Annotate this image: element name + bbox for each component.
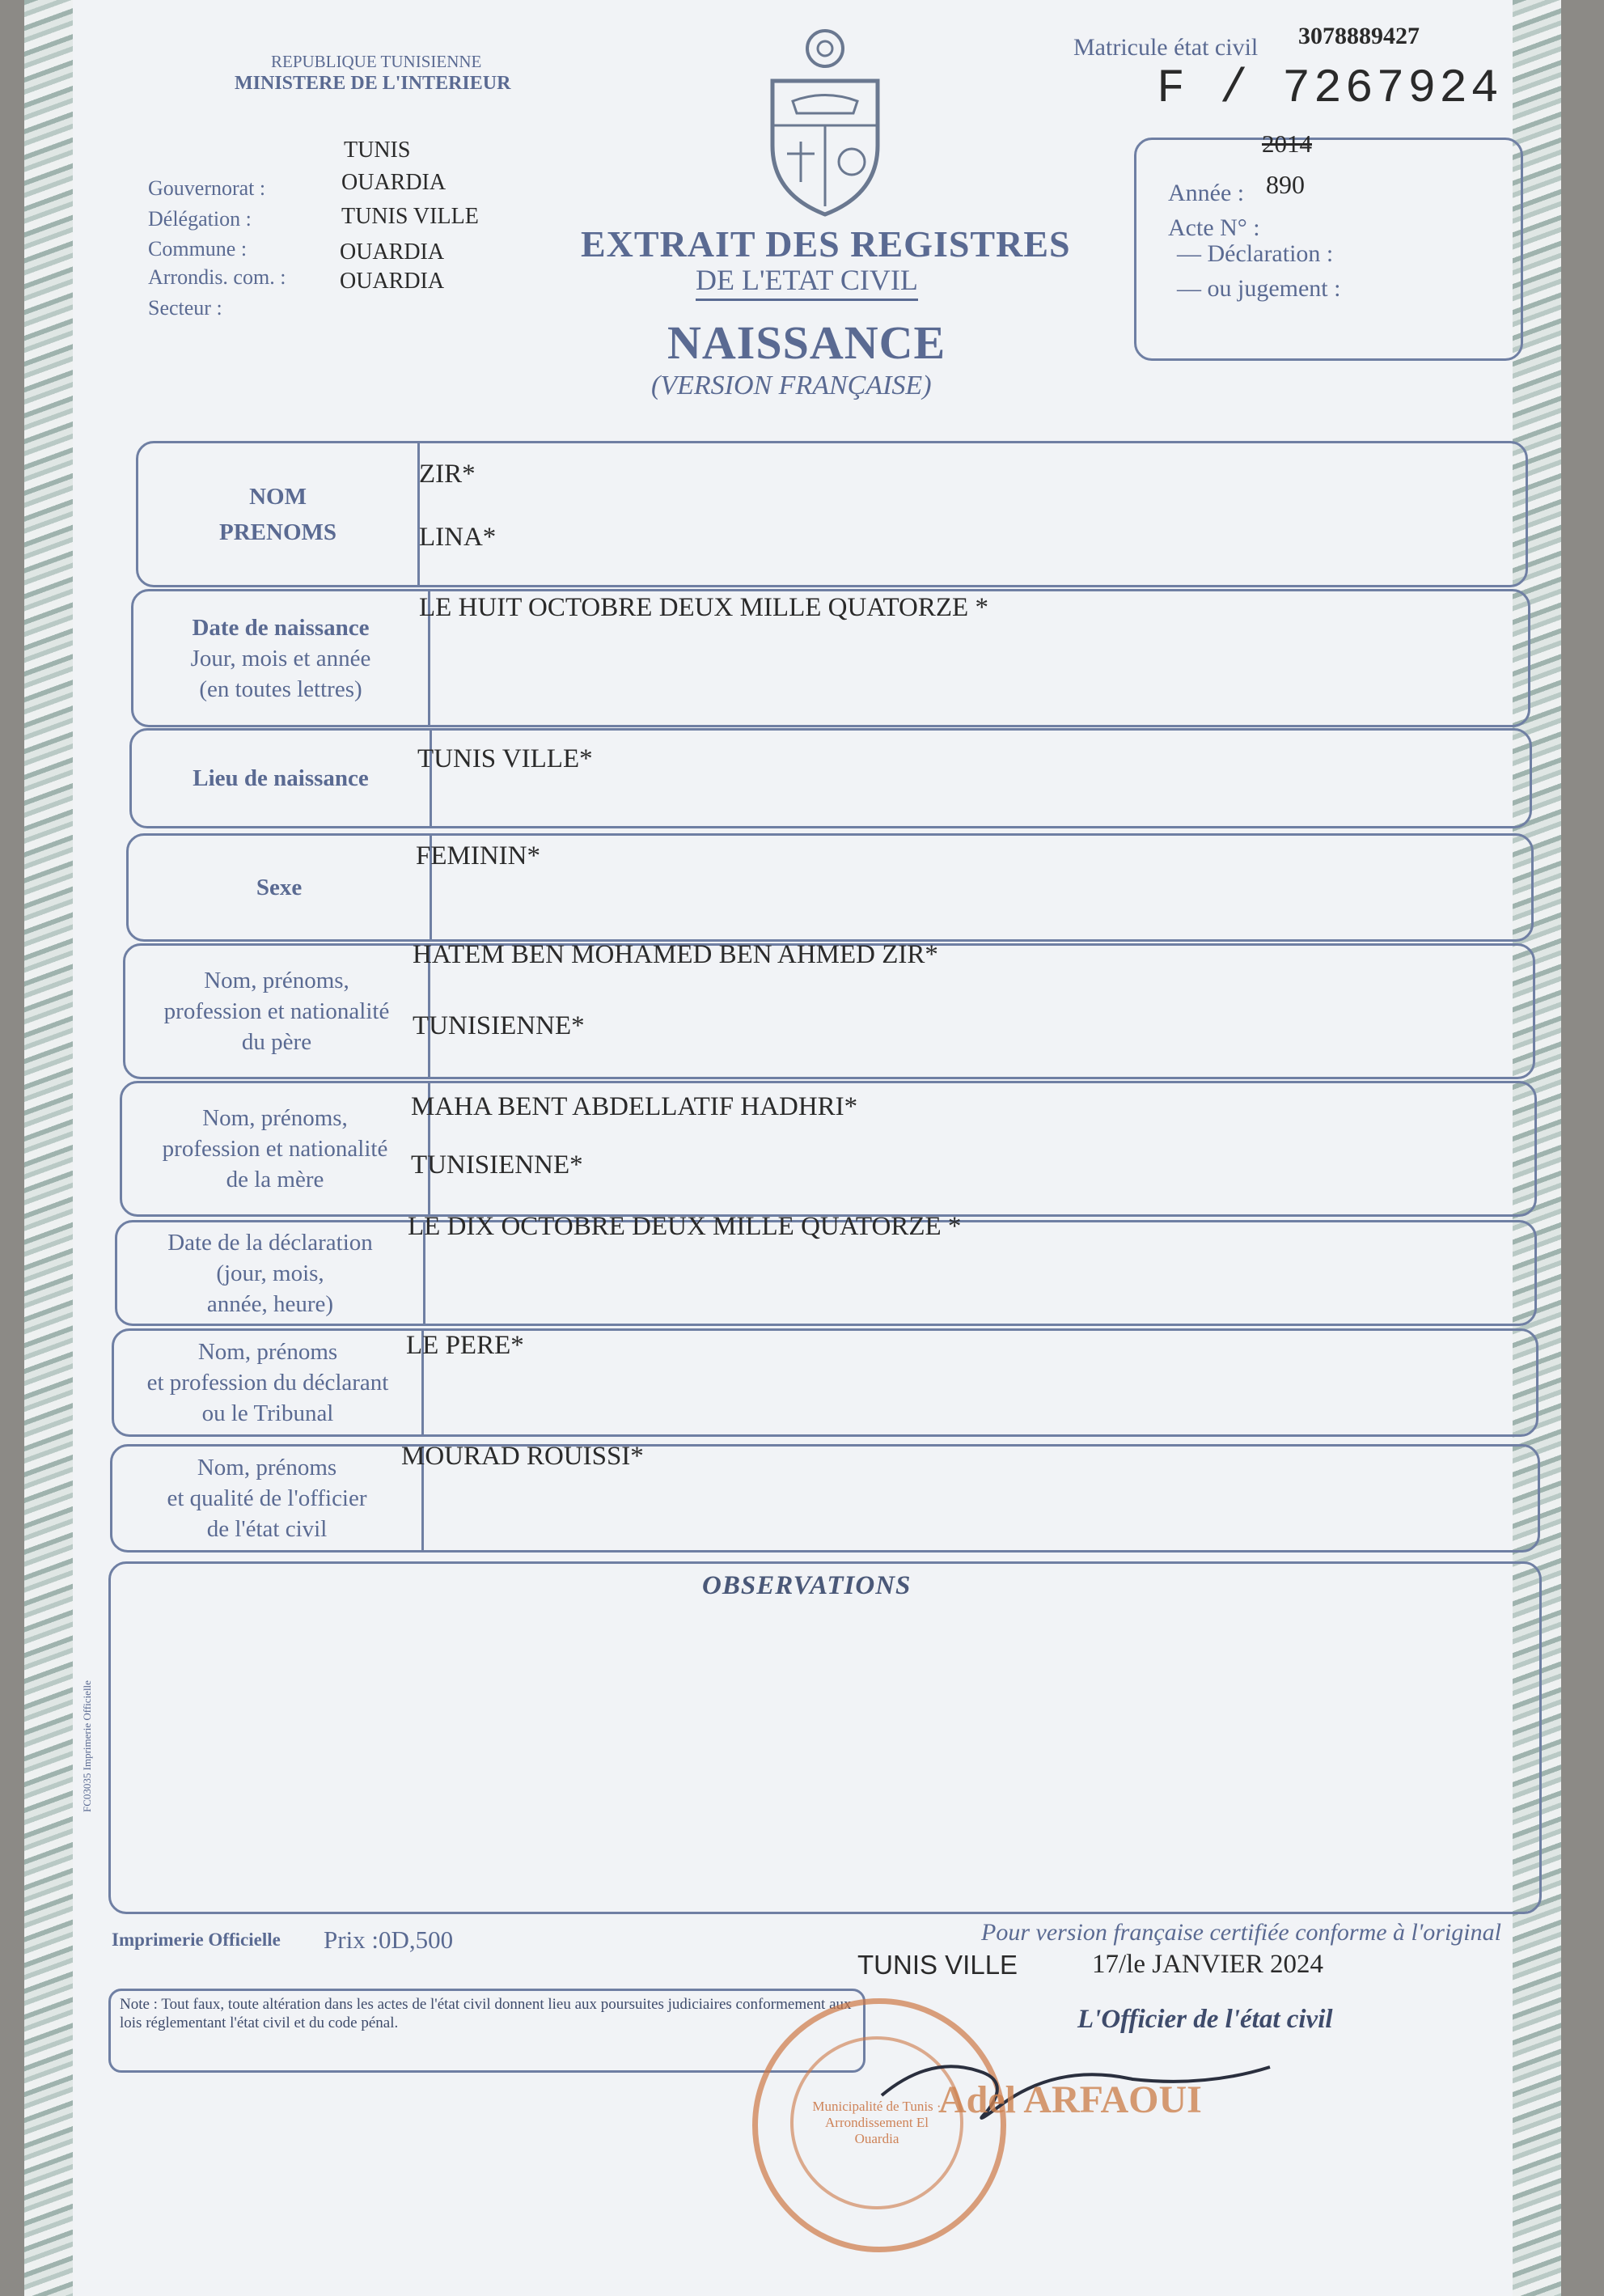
date-value: 17/le JANVIER 2024 — [1092, 1950, 1323, 1979]
republic-label: REPUBLIQUE TUNISIENNE — [271, 52, 482, 71]
observations-title: OBSERVATIONS — [702, 1571, 912, 1600]
prenoms-value: LINA* — [419, 523, 497, 552]
field-declarant — [112, 1328, 1538, 1437]
pere-nationalite-value: TUNISIENNE* — [413, 1011, 585, 1040]
secteur-label: Secteur : — [148, 296, 222, 320]
field-officier — [110, 1444, 1540, 1553]
annee-label: Année : — [1168, 180, 1245, 206]
officier-value: MOURAD ROUISSI* — [401, 1442, 644, 1471]
decorative-border-left — [24, 0, 73, 2296]
declaration-label-1: Date de la déclaration — [167, 1229, 373, 1256]
mere-nationalite-value: TUNISIENNE* — [411, 1150, 583, 1180]
officier-label-2: et qualité de l'officier — [167, 1485, 367, 1511]
imprimerie-label: Imprimerie Officielle — [112, 1930, 281, 1950]
observations-box — [108, 1561, 1542, 1914]
pere-label-3: du père — [241, 1029, 312, 1055]
acte-label: Acte N° : — [1168, 214, 1260, 241]
commune-value: OUARDIA — [340, 239, 445, 265]
field-lieu-naissance — [129, 728, 1532, 828]
officier-label-1: Nom, prénoms — [197, 1455, 337, 1481]
declarant-label-3: ou le Tribunal — [201, 1400, 334, 1426]
certified-text: Pour version française certifiée conforme à l'original — [981, 1919, 1501, 1946]
gouvernorat-label: Gouvernorat : — [148, 176, 266, 200]
officer-title: L'Officier de l'état civil — [1077, 2005, 1333, 2034]
title-extrait: EXTRAIT DES REGISTRES — [581, 223, 1071, 265]
date-naissance-sub2: (en toutes lettres) — [199, 676, 362, 702]
mere-label-3: de la mère — [226, 1167, 324, 1192]
document-page — [24, 0, 1561, 2296]
declaration-label-2: (jour, mois, — [216, 1260, 324, 1286]
declaration-label-3: année, heure) — [206, 1290, 334, 1317]
title-etat-civil: DE L'ETAT CIVIL — [696, 263, 918, 301]
note-text: Note : Tout faux, toute altération dans les actes de l'état civil donnent lieu aux poursuites judiciaires conformement aux lois réglementant l'état civil et du code pénal. — [120, 1996, 852, 2031]
annee-value: 890 — [1266, 170, 1305, 199]
gouvernorat-value: OUARDIA — [341, 170, 446, 195]
ministry-label: MINISTERE DE L'INTERIEUR — [235, 73, 511, 94]
declaration-option: — Déclaration : — [1177, 240, 1334, 267]
side-printer-code: FC03035 Imprimerie Officielle — [81, 1680, 93, 1812]
mere-label-1: Nom, prénoms, — [202, 1105, 348, 1131]
matricule-value: 3078889427 — [1298, 23, 1420, 49]
field-nom-prenoms — [136, 441, 1528, 587]
mere-nom-value: MAHA BENT ABDELLATIF HADHRI* — [411, 1092, 858, 1121]
nom-label: NOM — [249, 483, 307, 510]
lieu-value: TUNIS VILLE* — [417, 744, 593, 773]
pere-nom-value: HATEM BEN MOHAMED BEN AHMED ZIR* — [413, 940, 938, 969]
officer-name: Adel ARFAOUI — [938, 2078, 1202, 2121]
pere-label-1: Nom, prénoms, — [204, 968, 349, 993]
serial-number: F / 7267924 — [1157, 63, 1502, 116]
sexe-value: FEMININ* — [416, 841, 540, 871]
prix-label: Prix :0D,500 — [324, 1925, 454, 1954]
date-naissance-value: LE HUIT OCTOBRE DEUX MILLE QUATORZE * — [419, 593, 988, 622]
pere-label-2: profession et nationalité — [163, 998, 390, 1024]
title-version: (VERSION FRANÇAISE) — [651, 371, 932, 400]
arrondissement-label: Arrondis. com. : — [148, 265, 286, 289]
coat-of-arms-icon — [756, 24, 894, 218]
date-naissance-label: Date de naissance — [192, 614, 370, 641]
delegation-label: Délégation : — [148, 207, 252, 231]
date-naissance-sub1: Jour, mois et année — [190, 645, 371, 671]
title-naissance: NAISSANCE — [667, 316, 946, 369]
declaration-value: LE DIX OCTOBRE DEUX MILLE QUATORZE * — [408, 1212, 962, 1241]
nom-value: ZIR* — [419, 460, 476, 489]
delegation-value: TUNIS VILLE — [341, 204, 479, 229]
jugement-option: — ou jugement : — [1177, 275, 1341, 302]
gouvernorat-top-value: TUNIS — [344, 138, 411, 163]
lieu-label: Lieu de naissance — [193, 765, 369, 791]
acte-year: 2014 — [1262, 129, 1312, 158]
sexe-label: Sexe — [256, 875, 303, 900]
commune-label: Commune : — [148, 237, 248, 261]
declarant-label-2: et profession du déclarant — [146, 1370, 389, 1396]
mere-label-2: profession et nationalité — [162, 1136, 388, 1162]
field-sexe — [126, 833, 1534, 942]
declarant-label-1: Nom, prénoms — [197, 1339, 338, 1365]
place-value: TUNIS VILLE — [857, 1950, 1018, 1980]
stamp-text: Municipalité de Tunis · Arrondissement El Ouardia — [812, 2099, 942, 2146]
matricule-label: Matricule état civil — [1073, 34, 1259, 61]
arrondissement-value: OUARDIA — [340, 269, 445, 294]
declarant-value: LE PERE* — [406, 1331, 524, 1360]
prenoms-label: PRENOMS — [219, 519, 336, 545]
officier-label-3: de l'état civil — [206, 1516, 328, 1542]
